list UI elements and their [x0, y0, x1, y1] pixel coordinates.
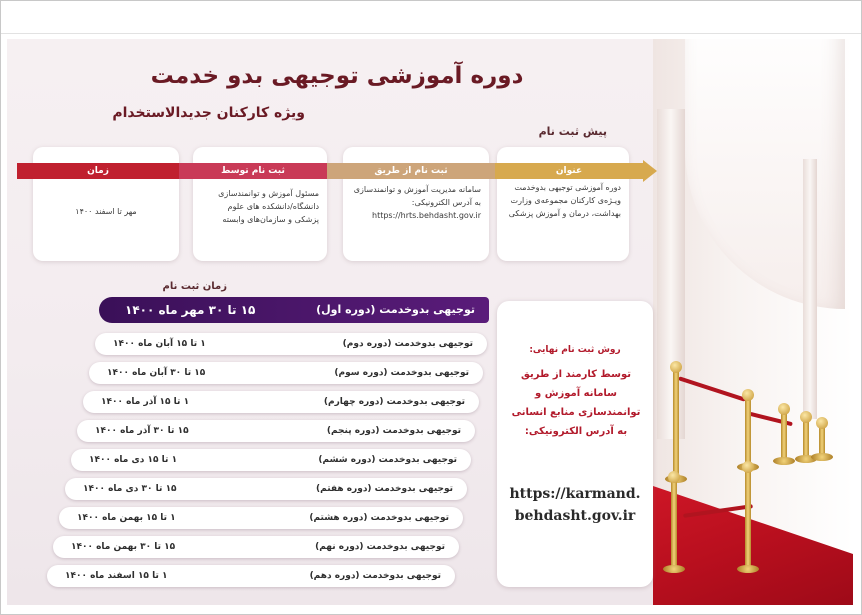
schedule-date: ۱۵ تا ۳۰ بهمن ماه ۱۴۰۰ — [71, 542, 176, 552]
card-registration-via-text: سامانه مدیریت آموزش و توانمندسازی به آدرس الکترونیکی: https://hrts.behdasht.gov.ir — [353, 185, 481, 220]
schedule-date: ۱ تا ۱۵ دی ماه ۱۴۰۰ — [89, 455, 178, 465]
card-title-text: دوره آموزشی توجیهی بدوخدمت ویـژه‌ی کارکنان مجموعه‌ی وزارت بهداشت، درمان و آموزش پزشکی — [508, 183, 621, 218]
schedule-date: ۱۵ تا ۳۰ دی ماه ۱۴۰۰ — [83, 484, 177, 494]
hall-illustration — [653, 39, 853, 605]
stanchion — [745, 469, 751, 569]
schedule-row — [53, 536, 459, 558]
schedule-course: توجیهی بدوخدمت (دوره سوم) — [334, 368, 469, 378]
schedule-row — [65, 478, 467, 500]
schedule-course: توجیهی بدوخدمت (دوره دهم) — [309, 571, 441, 581]
schedule-date: ۱۵ تا ۳۰ مهر ماه ۱۴۰۰ — [125, 303, 256, 317]
stanchion — [781, 411, 787, 461]
stanchion — [819, 425, 825, 457]
infographic — [7, 39, 853, 605]
column-header-arrow — [17, 163, 657, 179]
card-time-text: مهر تا اسفند ۱۴۰۰ — [75, 207, 137, 216]
pillar — [657, 109, 685, 439]
registration-url-line2: behdasht.gov.ir — [514, 508, 636, 524]
pillar — [803, 159, 817, 419]
schedule-row — [95, 333, 487, 355]
schedule-row — [71, 449, 471, 471]
stanchion — [803, 419, 809, 459]
header-sabtnam-tavasot: ثبت نام توسط — [179, 163, 327, 179]
schedule-row — [83, 391, 479, 413]
schedule-date: ۱ تا ۱۵ بهمن ماه ۱۴۰۰ — [77, 513, 176, 523]
registration-url-line1: https://karmand. — [509, 486, 641, 502]
schedule-course: توجیهی بدوخدمت (دوره نهم) — [315, 542, 445, 552]
schedule-course: توجیهی بدوخدمت (دوره اول) — [316, 303, 475, 316]
schedule-course: توجیهی بدوخدمت (دوره پنجم) — [326, 426, 461, 436]
header-zaman: زمان — [17, 163, 179, 179]
schedule-row — [47, 565, 455, 587]
schedule-row — [89, 362, 483, 384]
registration-url[interactable] — [497, 483, 653, 527]
schedule-row-highlight — [99, 297, 489, 323]
card-registration-by-text: مسئول آموزش و توانمندسازی دانشگاه/دانشکده های علوم پزشکی و سازمان‌های وابسته — [218, 189, 319, 224]
registration-time-label: زمان ثبت نام — [162, 281, 227, 292]
schedule-course: توجیهی بدوخدمت (دوره چهارم) — [323, 397, 465, 407]
schedule-date: ۱۵ تا ۳۰ آبان ماه ۱۴۰۰ — [107, 368, 206, 378]
page-title: دوره آموزشی توجیهی بدو خدمت — [150, 63, 524, 89]
final-registration-body: توسط کارمند از طریق سامانه آموزش و توانمندسازی منابع انسانی به آدرس الکترونیکی: — [511, 369, 641, 437]
schedule-date: ۱۵ تا ۳۰ آذر ماه ۱۴۰۰ — [95, 426, 189, 436]
stanchion — [745, 397, 751, 467]
schedule-date: ۱ تا ۱۵ آذر ماه ۱۴۰۰ — [101, 397, 190, 407]
schedule-course: توجیهی بدوخدمت (دوره هشتم) — [309, 513, 449, 523]
rope — [678, 376, 746, 401]
pre-registration-label: پیش ثبت نام — [538, 125, 607, 138]
arch-decoration — [685, 39, 845, 309]
final-registration-heading: روش ثبت نام نهایی: — [529, 345, 621, 355]
header-onvan: عنوان — [495, 163, 643, 179]
schedule-course: توجیهی بدوخدمت (دوره هفتم) — [316, 484, 453, 494]
final-registration-box — [497, 301, 653, 587]
schedule-date: ۱ تا ۱۵ آبان ماه ۱۴۰۰ — [113, 339, 206, 349]
schedule-date: ۱ تا ۱۵ اسفند ماه ۱۴۰۰ — [65, 571, 168, 581]
arrow-tip — [643, 160, 657, 182]
schedule-course: توجیهی بدوخدمت (دوره ششم) — [318, 455, 457, 465]
stanchion — [671, 479, 677, 569]
page-subtitle: ویژه کارکنان جدیدالاستخدام — [112, 105, 305, 121]
schedule-row — [77, 420, 475, 442]
stanchion — [673, 369, 679, 479]
header-sabtnam-az-tarigh: ثبت نام از طریق — [327, 163, 495, 179]
schedule-row — [59, 507, 463, 529]
top-band — [1, 1, 861, 34]
schedule-course: توجیهی بدوخدمت (دوره دوم) — [342, 339, 473, 349]
